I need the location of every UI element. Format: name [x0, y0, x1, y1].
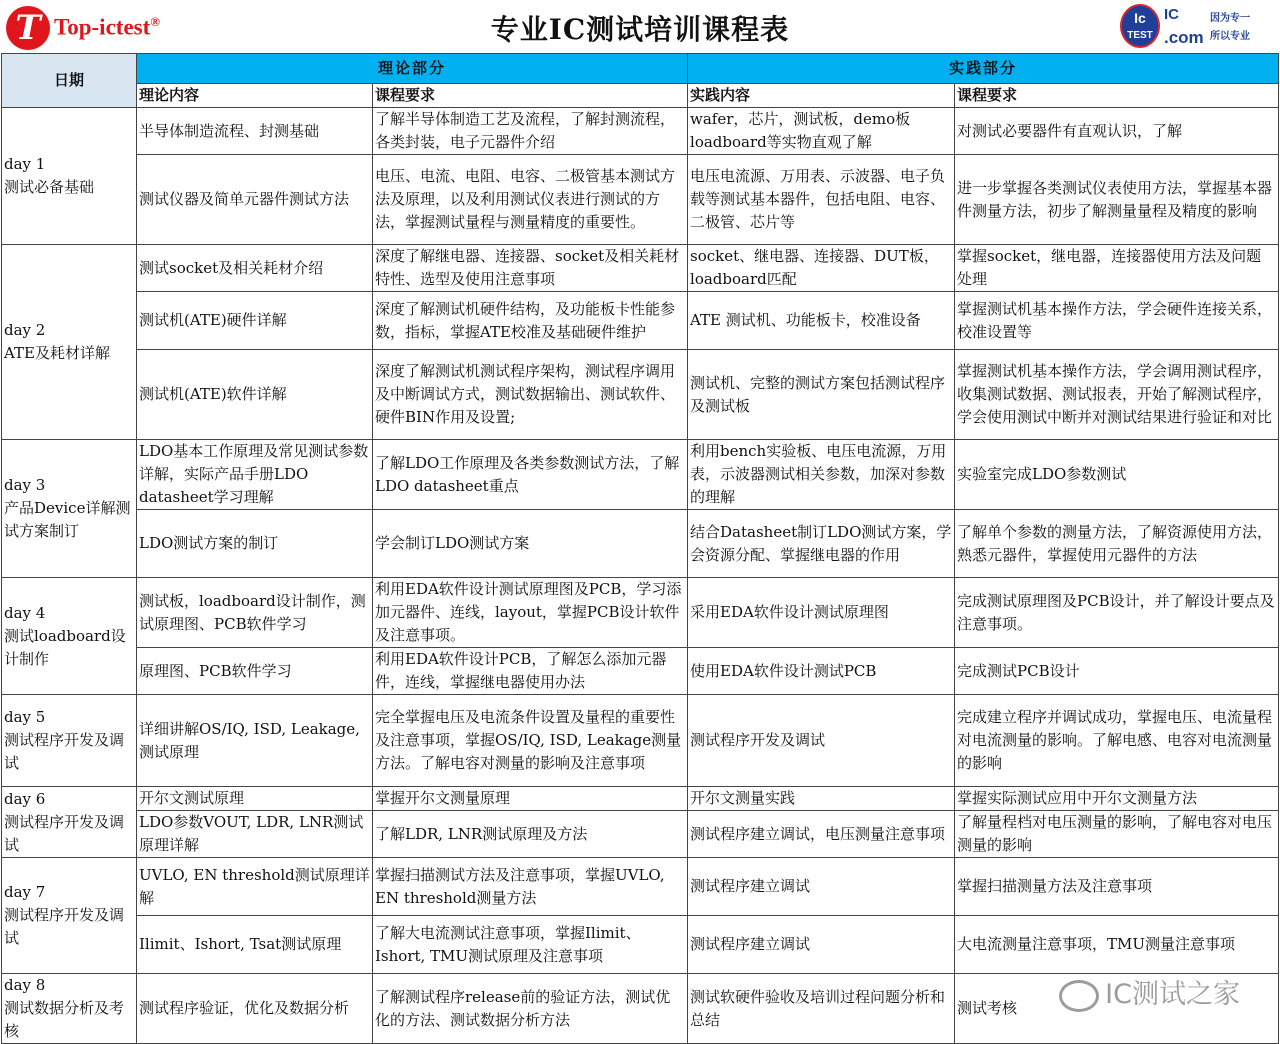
subheader-theory-requirement: 课程要求	[373, 84, 688, 108]
wechat-icon	[1059, 980, 1099, 1012]
practice-requirement-cell: 进一步掌握各类测试仪表使用方法，掌握基本器件测量方法，初步了解测量量程及精度的影响	[955, 155, 1279, 245]
practice-content-cell: 利用bench实验板、电压电流源，万用表，示波器测试相关参数，加深对参数的理解	[688, 440, 955, 510]
day-label-line: day 2	[4, 321, 46, 339]
day-cell	[2, 108, 137, 245]
practice-requirement-cell: 掌握测试机基本操作方法，学会调用测试程序，收集测试数据、测试报表，开始了解测试程序，学会使用测试中断并对测试结果进行验证和对比	[955, 350, 1279, 440]
day-cell	[2, 440, 137, 578]
table-row	[2, 292, 1279, 350]
theory-requirement-cell: 利用EDA软件设计测试原理图及PCB，学习添加元器件、连线，layout，掌握PCB设计软件及注意事项。	[373, 578, 688, 648]
practice-requirement-cell: 对测试必要器件有直观认识，了解	[955, 108, 1279, 155]
day-label-line: 测试数据分析及考核	[4, 999, 125, 1040]
table-row	[2, 695, 1279, 787]
day-cell	[2, 974, 137, 1044]
theory-requirement-cell: 深度了解测试机测试程序架构，测试程序调用及中断调试方式，测试数据输出、测试软件、硬件BIN作用及设置;	[373, 350, 688, 440]
day-label-line: 测试程序开发及调试	[4, 731, 125, 772]
subheader-practice-requirement: 课程要求	[955, 84, 1279, 108]
table-row	[2, 811, 1279, 858]
theory-requirement-cell: 学会制订LDO测试方案	[373, 510, 688, 578]
theory-content-cell: 半导体制造流程、封测基础	[137, 108, 373, 155]
day-cell	[2, 787, 137, 858]
table-row	[2, 858, 1279, 916]
table-row	[2, 578, 1279, 648]
watermark	[1059, 972, 1240, 1012]
day-label-line: day 3	[4, 476, 46, 494]
practice-requirement-cell: 完成建立程序并调试成功，掌握电压、电流量程对电流测量的影响。了解电感、电容对电流测量的影响	[955, 695, 1279, 787]
page-header	[0, 0, 1280, 53]
table-row	[2, 440, 1279, 510]
theory-requirement-cell: 利用EDA软件设计PCB，了解怎么添加元器件，连线，掌握继电器使用办法	[373, 648, 688, 695]
theory-requirement-cell: 了解半导体制造工艺及流程，了解封测流程，各类封装，电子元器件介绍	[373, 108, 688, 155]
watermark-text: IC测试之家	[1105, 979, 1240, 1010]
theory-requirement-cell: 了解LDR, LNR测试原理及方法	[373, 811, 688, 858]
practice-content-cell: 测试程序开发及调试	[688, 695, 955, 787]
theory-content-cell: Ilimit、Ishort, Tsat测试原理	[137, 916, 373, 974]
practice-content-cell: 测试软硬件验收及培训过程问题分析和总结	[688, 974, 955, 1044]
schedule-body	[2, 108, 1279, 1044]
ictest-ball-icon	[1120, 4, 1160, 48]
practice-content-cell: 测试机、完整的测试方案包括测试程序及测试板	[688, 350, 955, 440]
practice-content-cell: 测试程序建立调试，电压测量注意事项	[688, 811, 955, 858]
ictest-logo	[1120, 4, 1270, 50]
theory-content-cell: UVLO, EN threshold测试原理详解	[137, 858, 373, 916]
practice-content-cell: socket、继电器、连接器、DUT板，loadboard匹配	[688, 245, 955, 292]
day-label-line: day 1	[4, 155, 46, 173]
practice-requirement-cell: 了解量程档对电压测量的影响，了解电容对电压测量的影响	[955, 811, 1279, 858]
day-label-line: day 8	[4, 976, 46, 994]
theory-content-cell: 原理图、PCB软件学习	[137, 648, 373, 695]
theory-requirement-cell: 深度了解测试机硬件结构，及功能板卡性能参数，指标，掌握ATE校准及基础硬件维护	[373, 292, 688, 350]
theory-content-cell: 测试仪器及简单元器件测试方法	[137, 155, 373, 245]
theory-content-cell: LDO测试方案的制订	[137, 510, 373, 578]
practice-requirement-cell: 掌握测试机基本操作方法，学会硬件连接关系，校准设置等	[955, 292, 1279, 350]
practice-requirement-cell: 掌握扫描测量方法及注意事项	[955, 858, 1279, 916]
practice-requirement-cell: 完成测试原理图及PCB设计，并了解设计要点及注意事项。	[955, 578, 1279, 648]
brand-left-name: Top-ictest	[54, 14, 151, 40]
page-title: 专业IC测试培训课程表	[490, 13, 790, 46]
table-row	[2, 350, 1279, 440]
practice-requirement-cell: 了解单个参数的测量方法，了解资源使用方法，熟悉元器件，掌握使用元器件的方法	[955, 510, 1279, 578]
day-label-line: 测试程序开发及调试	[4, 906, 125, 947]
practice-content-cell: 电压电流源、万用表、示波器、电子负载等测试基本器件，包括电阻、电容、二极管、芯片等	[688, 155, 955, 245]
table-row	[2, 245, 1279, 292]
day-label-line: day 7	[4, 883, 46, 901]
practice-content-cell: 测试程序建立调试	[688, 858, 955, 916]
theory-content-cell: 测试机(ATE)软件详解	[137, 350, 373, 440]
practice-content-cell: 采用EDA软件设计测试原理图	[688, 578, 955, 648]
practice-content-cell: 测试程序建立调试	[688, 916, 955, 974]
slogan-line-1: 因为专一	[1210, 13, 1250, 24]
practice-requirement-cell: 实验室完成LDO参数测试	[955, 440, 1279, 510]
day-label-line: 产品Device详解测试方案制订	[4, 499, 131, 540]
day-label-line: 测试loadboard设计制作	[4, 626, 126, 668]
theory-requirement-cell: 深度了解继电器、连接器、socket及相关耗材特性、选型及使用注意事项	[373, 245, 688, 292]
practice-requirement-cell: 掌握socket，继电器，连接器使用方法及问题处理	[955, 245, 1279, 292]
header-practice: 实践部分	[688, 54, 1279, 84]
registered-mark: ®	[150, 14, 160, 29]
day-label-line: day 6	[4, 789, 46, 808]
theory-requirement-cell: 了解LDO工作原理及各类参数测试方法，了解LDO datasheet重点	[373, 440, 688, 510]
theory-requirement-cell: 完全掌握电压及电流条件设置及量程的重要性及注意事项，掌握OS/IQ, ISD, Leakage测量方法。了解电容对测量的影响及注意事项	[373, 695, 688, 787]
theory-content-cell: 详细讲解OS/IQ, ISD, Leakage,测试原理	[137, 695, 373, 787]
theory-requirement-cell: 了解测试程序release前的验证方法，测试优化的方法、测试数据分析方法	[373, 974, 688, 1044]
day-label-line: 测试程序开发及调试	[4, 812, 125, 854]
day-label-line: 测试必备基础	[4, 178, 95, 196]
course-schedule-table	[1, 53, 1279, 1044]
theory-content-cell: LDO参数VOUT, LDR, LNR测试原理详解	[137, 811, 373, 858]
practice-requirement-cell: 掌握实际测试应用中开尔文测量方法	[955, 787, 1279, 811]
practice-content-cell: 使用EDA软件设计测试PCB	[688, 648, 955, 695]
brand-right-slogan	[1210, 10, 1270, 46]
day-cell	[2, 695, 137, 787]
day-cell	[2, 578, 137, 695]
subheader-practice-content: 实践内容	[688, 84, 955, 108]
table-row	[2, 916, 1279, 974]
header-theory: 理论部分	[137, 54, 688, 84]
brand-right-ic: IC	[1164, 6, 1179, 23]
table-row	[2, 155, 1279, 245]
practice-content-cell: 结合Datasheet制订LDO测试方案，学会资源分配、掌握继电器的作用	[688, 510, 955, 578]
day-label-line: day 4	[4, 603, 46, 622]
theory-requirement-cell: 掌握开尔文测量原理	[373, 787, 688, 811]
theory-content-cell: 测试板，loadboard设计制作，测试原理图、PCB软件学习	[137, 578, 373, 648]
practice-content-cell: ATE 测试机、功能板卡，校准设备	[688, 292, 955, 350]
practice-requirement-cell: 大电流测量注意事项，TMU测量注意事项	[955, 916, 1279, 974]
theory-content-cell: LDO基本工作原理及常见测试参数详解，实际产品手册LDO datasheet学习理解	[137, 440, 373, 510]
table-row	[2, 108, 1279, 155]
practice-content-cell: 开尔文测量实践	[688, 787, 955, 811]
day-cell	[2, 245, 137, 440]
practice-requirement-cell: 完成测试PCB设计	[955, 648, 1279, 695]
day-cell	[2, 858, 137, 974]
subheader-theory-content: 理论内容	[137, 84, 373, 108]
practice-content-cell: wafer，芯片，测试板，demo板loadboard等实物直观了解	[688, 108, 955, 155]
table-row	[2, 510, 1279, 578]
theory-requirement-cell: 电压、电流、电阻、电容、二极管基本测试方法及原理，以及利用测试仪表进行测试的方法，掌握测试量程与测量精度的重要性。	[373, 155, 688, 245]
theory-content-cell: 测试机(ATE)硬件详解	[137, 292, 373, 350]
day-label-line: ATE及耗材详解	[4, 344, 110, 362]
theory-requirement-cell: 掌握扫描测试方法及注意事项，掌握UVLO, EN threshold测量方法	[373, 858, 688, 916]
logo-letter: T	[15, 8, 41, 48]
practice-requirement-cell: 测试考核	[955, 974, 1279, 1044]
theory-content-cell: 测试socket及相关耗材介绍	[137, 245, 373, 292]
theory-content-cell: 开尔文测试原理	[137, 787, 373, 811]
theory-content-cell: 测试程序验证，优化及数据分析	[137, 974, 373, 1044]
table-row	[2, 787, 1279, 811]
brand-right-com: .com	[1164, 28, 1204, 47]
header-date: 日期	[2, 54, 137, 108]
table-row	[2, 648, 1279, 695]
slogan-line-2: 所以专业	[1210, 31, 1250, 42]
day-label-line: day 5	[4, 708, 46, 726]
theory-requirement-cell: 了解大电流测试注意事项，掌握Ilimit、Ishort, TMU测试原理及注意事项	[373, 916, 688, 974]
ball-top-text: Ic	[1134, 10, 1146, 26]
ball-bottom-text: TEST	[1127, 30, 1153, 41]
